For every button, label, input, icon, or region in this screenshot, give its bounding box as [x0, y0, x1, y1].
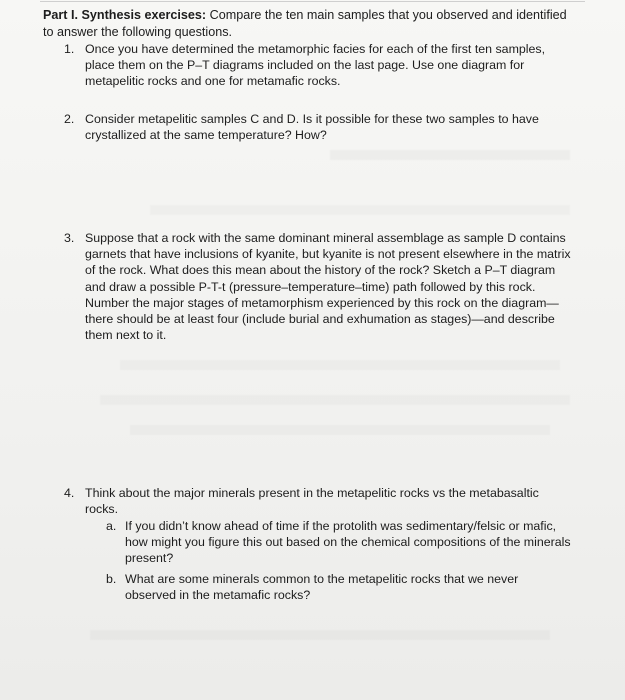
bleed-through-1 — [330, 150, 570, 160]
bleed-through-3 — [120, 360, 560, 370]
bleed-through-2 — [150, 205, 570, 215]
subquestion-letter: a. — [106, 519, 117, 533]
bleed-through-4 — [100, 395, 570, 405]
bleed-through-6 — [90, 630, 550, 640]
subquestion-text: If you didn’t know ahead of time if the protolith was sedimentary/felsic or mafic, how might you figure this out based on the chemical compositions of the minerals present? — [125, 519, 571, 566]
question-number: 2. — [64, 112, 75, 126]
top-rule — [40, 1, 585, 2]
subquestion-text: What are some minerals common to the metapelitic rocks that we never observed in the metamafic rocks? — [125, 572, 519, 603]
question-number: 4. — [64, 486, 75, 500]
part-title: Part I. Synthesis exercises: — [43, 8, 207, 22]
subquestion-letter: b. — [106, 572, 117, 586]
question-number: 3. — [64, 231, 75, 245]
part-header — [43, 7, 573, 40]
bleed-through-5 — [130, 425, 550, 435]
question-number: 1. — [64, 42, 75, 56]
question-text: Think about the major minerals present in the metapelitic rocks vs the metabasaltic rocks. — [85, 486, 539, 517]
part-instructions: Compare the ten main samples that you observed and identified to answer the following questions. — [43, 8, 567, 39]
question-text: Once you have determined the metamorphic facies for each of the first ten samples, place them on the P–T diagrams included on the last page. Use one diagram for metapelitic rocks and one for metamafic rocks. — [85, 42, 546, 89]
question-text: Suppose that a rock with the same dominant mineral assemblage as sample D contains garnets that have inclusions of kyanite, but kyanite is not present elsewhere in the matrix of the rock. What does this mean about the history of the rock? Sketch a P–T diagram and draw a possible P-T-t (pressure–temperature–time) path followed by this rock. Number the major stages of metamorphism experienced by this rock on the diagram—there should be at least four (include burial and exhumation as stages)—and describe them next to it. — [85, 231, 571, 343]
question-text: Consider metapelitic samples C and D. Is it possible for these two samples to have crystallized at the same temperature? How? — [85, 112, 539, 143]
